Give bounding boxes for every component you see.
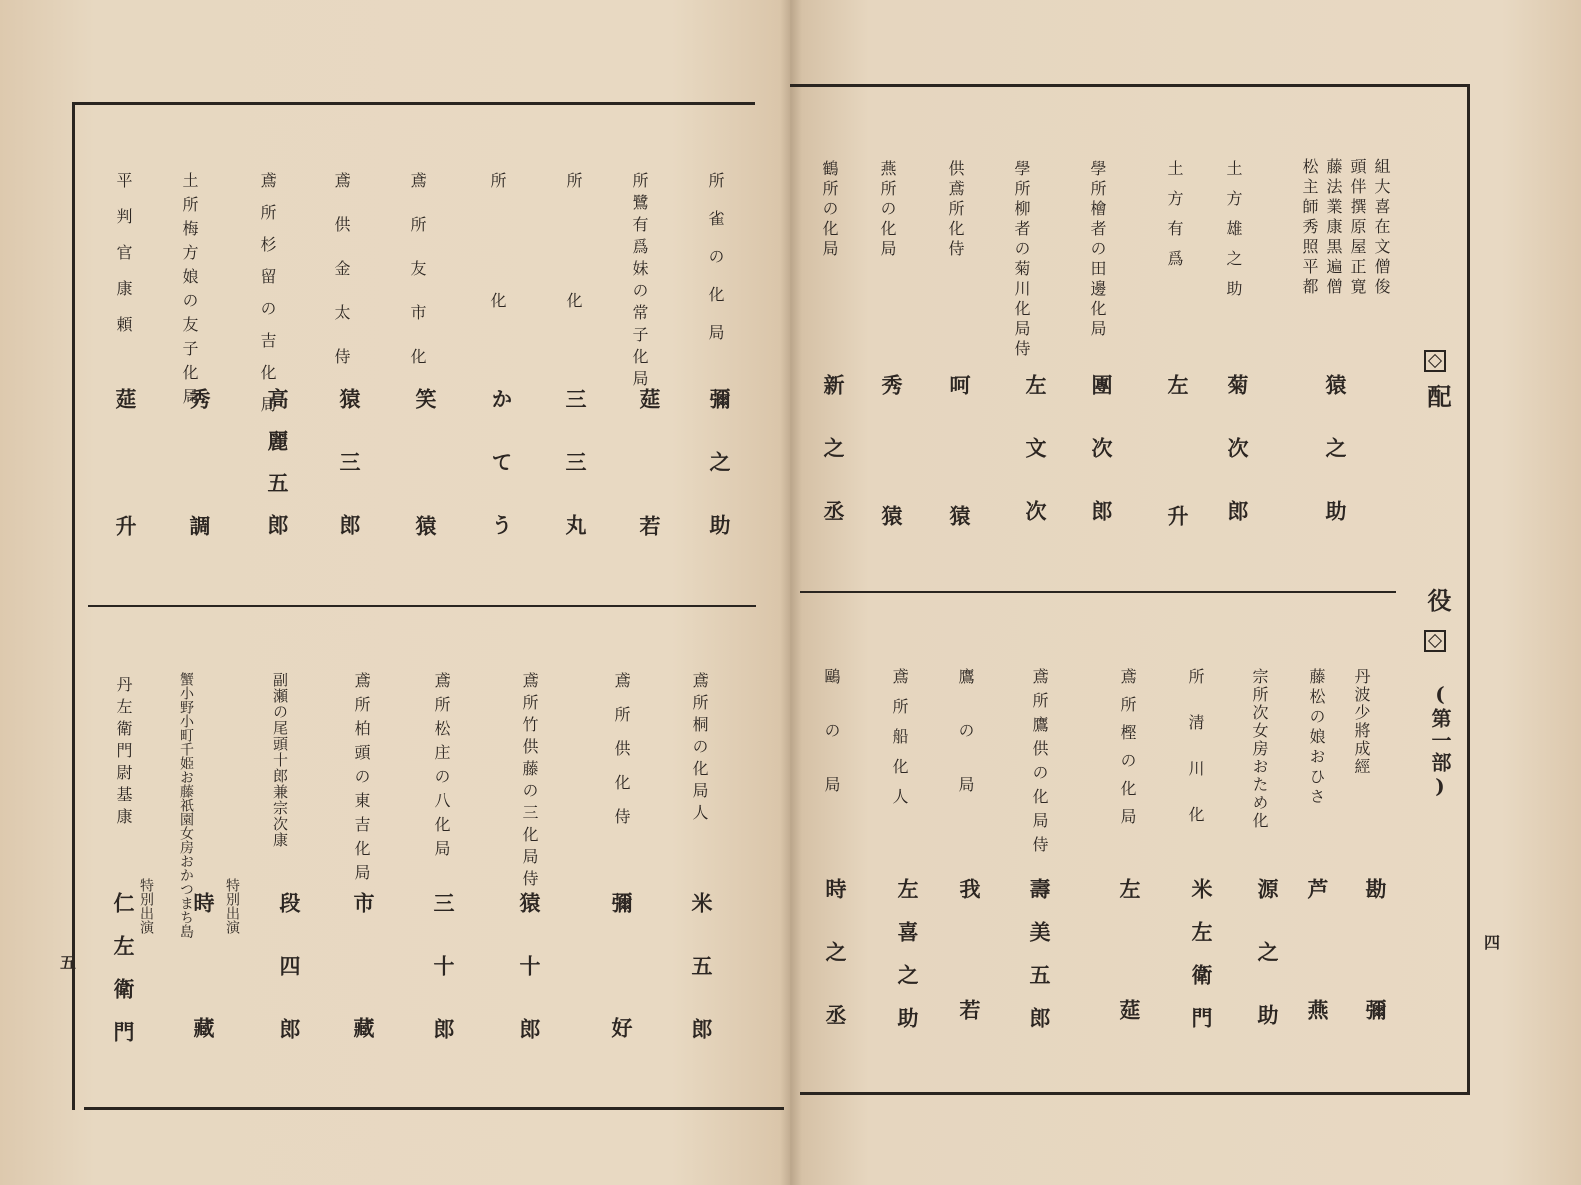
lb-role-8: 丹左衛門尉基康 xyxy=(114,676,133,830)
rb-role-4: 所清川化 xyxy=(1186,668,1205,852)
lb-actor-2: 彌好 xyxy=(609,892,634,1142)
lb-actor-8: 仁左衛門 xyxy=(111,892,136,1064)
rt-actor-2: 菊次郎 xyxy=(1225,374,1250,563)
lt-role-4: 所化 xyxy=(488,172,507,412)
lt-actor-2: 莚若 xyxy=(637,388,662,642)
rt-role-9: 供鳶所化侍 xyxy=(946,160,965,260)
lb-role-5: 鳶所柏頭の東吉化局 xyxy=(352,672,371,888)
rt-actor-7: 秀猿 xyxy=(879,374,904,636)
rb-actor-1: 勘彌 xyxy=(1363,878,1388,1120)
rt-actor-1: 猿之助 xyxy=(1323,374,1348,563)
rt-role-5: 土方雄之助 xyxy=(1224,160,1243,310)
lt-role-6: 鳶供金太侍 xyxy=(332,172,351,392)
rt-role-7: 學所檜者の田邊化局 xyxy=(1088,160,1107,340)
rb-role-1: 丹波少將成經 xyxy=(1352,668,1371,776)
lt-actor-5: 笑猿 xyxy=(413,388,438,642)
lt-actor-3: 三三丸 xyxy=(563,388,588,577)
lb-role-1: 鳶所桐の化局人 xyxy=(690,672,709,826)
rb-role-9: 鷗の局 xyxy=(822,668,841,830)
lt-role-5: 鳶所友市化 xyxy=(408,172,427,392)
heading-title-1: 配 xyxy=(1423,384,1452,414)
lt-role-3: 所化 xyxy=(564,172,583,412)
heading-diamond-top xyxy=(1424,350,1446,376)
rb-role-8: 鳶所船化人 xyxy=(890,668,909,818)
rb-role-7: 鷹の局 xyxy=(956,668,975,830)
rb-actor-4: 米左衛門 xyxy=(1189,878,1214,1050)
rb-actor-6: 壽美五郎 xyxy=(1027,878,1052,1050)
heading-title-2: 役 xyxy=(1423,588,1452,618)
rb-actor-2: 芦燕 xyxy=(1305,878,1330,1120)
rt-actor-8: 新之丞 xyxy=(821,374,846,563)
lb-role-3: 鳶所竹供藤の三化局侍 xyxy=(520,672,539,892)
rt-role-3: 藤法業康黒遍僧 xyxy=(1324,158,1343,298)
rb-role-3: 宗所次女房おため化 xyxy=(1250,668,1269,830)
rb-role-5: 鳶所樫の化局 xyxy=(1118,668,1137,836)
lb-actor-4: 三十郎 xyxy=(431,892,456,1081)
lb-actor-1: 米五郎 xyxy=(689,892,714,1081)
right-frame-right xyxy=(1467,84,1470,1094)
page-number-right: 四 xyxy=(1484,933,1501,952)
heading-diamond-bottom xyxy=(1424,630,1446,656)
rt-role-8: 學所柳者の菊川化局侍 xyxy=(1012,160,1031,360)
lt-actor-8: 秀調 xyxy=(187,388,212,642)
lb-actor-6: 段四郎 xyxy=(277,892,302,1081)
lt-actor-6: 猿三郎 xyxy=(337,388,362,577)
rt-role-4: 松主師秀照平都 xyxy=(1300,158,1319,298)
lb-actor-3: 猿十郎 xyxy=(517,892,542,1081)
lt-role-8: 土所梅方娘の友子化局 xyxy=(180,172,199,412)
rb-role-2: 藤松の娘おひさ xyxy=(1307,668,1326,808)
rt-role-1: 組大喜在文僧俊 xyxy=(1372,158,1391,298)
lt-role-2: 所鷺有爲妹の常子化局 xyxy=(630,172,649,392)
lb-note-2: 特別出演 xyxy=(138,878,154,934)
lt-role-7: 鳶所杉留の吉化局 xyxy=(258,172,277,428)
rb-actor-5: 左莚 xyxy=(1117,878,1142,1120)
right-frame-top xyxy=(790,84,1470,87)
lt-actor-7: 高麗五郎 xyxy=(265,388,290,556)
rt-actor-6: 呵猿 xyxy=(947,374,972,636)
lt-actor-1: 彌之助 xyxy=(707,388,732,577)
rb-actor-8: 左喜之助 xyxy=(895,878,920,1050)
book-gutter xyxy=(780,0,802,1185)
lb-actor-7: 時藏 xyxy=(191,892,216,1142)
page-number-left: 五 xyxy=(60,953,77,972)
lb-role-7: 蟹小野小町千姫お藤祇園女房おかつまち島 xyxy=(178,672,194,938)
rb-role-6: 鳶所鷹供の化局侍 xyxy=(1030,668,1049,860)
lt-role-1: 所雀の化局 xyxy=(706,172,725,362)
lb-role-4: 鳶所松庄の八化局 xyxy=(432,672,451,864)
rt-actor-5: 左文次 xyxy=(1023,374,1048,563)
lb-actor-5: 市藏 xyxy=(351,892,376,1142)
rt-actor-3: 左升 xyxy=(1165,374,1190,636)
rt-role-6: 土方有爲 xyxy=(1165,160,1184,280)
lb-role-6: 副瀬の尾頭十郎兼宗次康 xyxy=(271,672,289,848)
rt-role-11: 鶴所の化局 xyxy=(820,160,839,260)
left-frame-top xyxy=(72,102,755,105)
rt-role-2: 頭伴撰原屋正寛 xyxy=(1348,158,1367,298)
lb-note-1: 特別出演 xyxy=(224,878,240,934)
rb-actor-7: 我若 xyxy=(957,878,982,1120)
lt-actor-9: 莚升 xyxy=(113,388,138,642)
rt-role-10: 燕所の化局 xyxy=(878,160,897,260)
lt-actor-4: かてう xyxy=(489,388,514,577)
rt-actor-4: 團次郎 xyxy=(1089,374,1114,563)
rb-actor-3: 源之助 xyxy=(1255,878,1280,1067)
lt-role-9: 平判官康頼 xyxy=(114,172,133,352)
lb-role-2: 鳶所供化侍 xyxy=(612,672,631,842)
heading-subtitle: (第一部) xyxy=(1428,682,1452,800)
rb-actor-9: 時之丞 xyxy=(823,878,848,1067)
